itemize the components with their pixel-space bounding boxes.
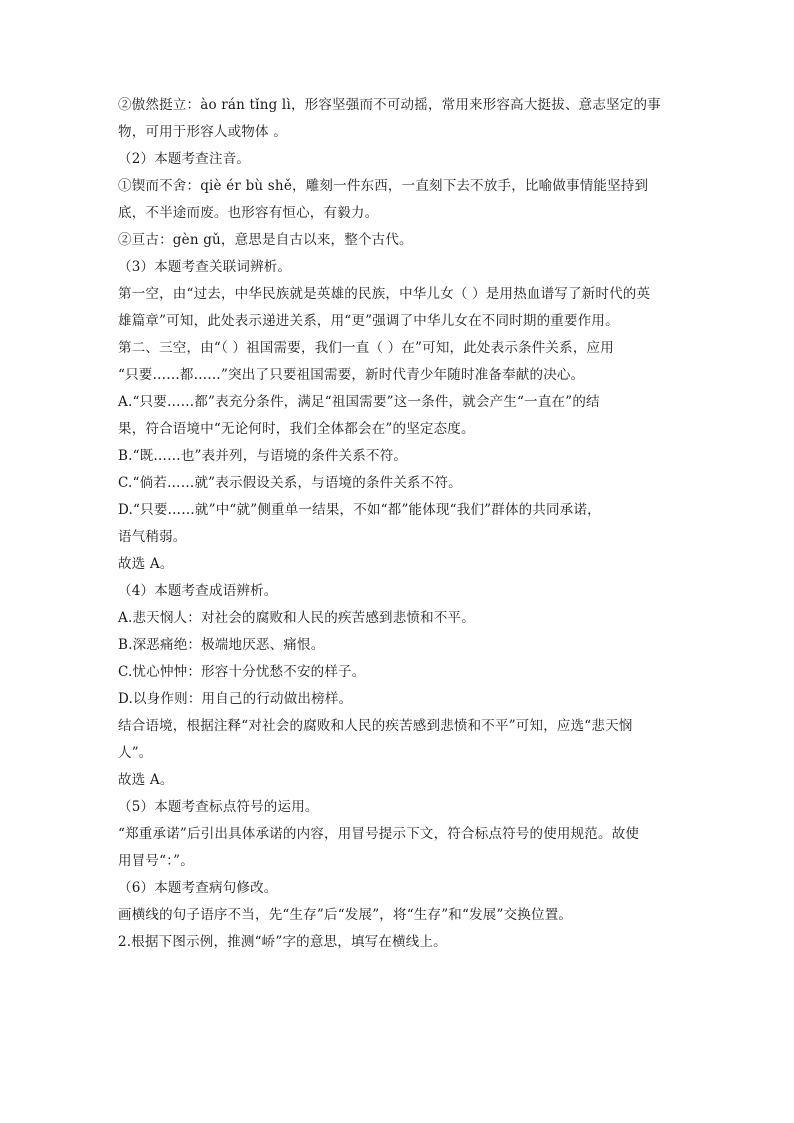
section-heading: （2）本题考查注音。 bbox=[118, 151, 251, 167]
question-line: 2.根据下图示例，推测“峤”字的意思，填写在横线上。 bbox=[118, 934, 447, 950]
text-line: ②傲然挺立：ào rán tǐng lì，形容坚强而不可动摇，常用来形容高大挺拔、意志坚定的事 bbox=[118, 97, 661, 113]
option-line: A.悲天悯人：对社会的腐败和人民的疾苦感到悲愤和不平。 bbox=[118, 610, 475, 626]
text-line: ①锲而不舍：qiè ér bù shě，雕刻一件东西，一直刻下去不放手，比喻做事情能坚持到 bbox=[118, 178, 649, 194]
option-line: D.“只要……就”中“就”侧重单一结果，不如“都”能体现“我们”群体的共同承诺， bbox=[118, 502, 601, 518]
text-line: ②亘古：gèn gǔ，意思是自古以来，整个古代。 bbox=[118, 232, 413, 248]
answer-line: 故选 A。 bbox=[118, 772, 174, 788]
section-heading: （4）本题考查成语辨析。 bbox=[118, 583, 278, 599]
option-line: A.“只要……都”表充分条件，满足“祖国需要”这一条件，就会产生“一直在”的结 bbox=[118, 394, 600, 410]
text-line: 语气稍弱。 bbox=[118, 529, 187, 545]
text-line: “只要……都……”突出了只要祖国需要，新时代青少年随时准备奉献的决心。 bbox=[118, 367, 585, 383]
section-heading: （3）本题考查关联词辨析。 bbox=[118, 259, 292, 275]
text-line: 结合语境，根据注释“对社会的腐败和人民的疾苦感到悲愤和不平”可知，应选“悲天悯 bbox=[118, 718, 633, 734]
section-heading: （6）本题考查病句修改。 bbox=[118, 880, 278, 896]
option-line: C.忧心忡忡：形容十分忧愁不安的样子。 bbox=[118, 664, 366, 680]
option-line: B.深恶痛绝：极端地厌恶、痛恨。 bbox=[118, 637, 325, 653]
text-line: 第一空，由“过去，中华民族就是英雄的民族，中华儿女（ ）是用热血谱写了新时代的英 bbox=[118, 286, 651, 302]
option-line: D.以身作则：用自己的行动做出榜样。 bbox=[118, 691, 353, 707]
option-line: B.“既……也”表并列，与语境的条件关系不符。 bbox=[118, 448, 408, 464]
text-line: “郑重承诺”后引出具体承诺的内容，用冒号提示下文，符合标点符号的使用规范。故使 bbox=[118, 826, 640, 842]
text-line: 物，可用于形容人或物体 。 bbox=[118, 124, 287, 140]
text-line: 人”。 bbox=[118, 745, 153, 761]
text-line: 用冒号“：”。 bbox=[118, 853, 194, 869]
section-heading: （5）本题考查标点符号的运用。 bbox=[118, 799, 319, 815]
document-page bbox=[118, 92, 688, 956]
answer-line: 故选 A。 bbox=[118, 556, 174, 572]
text-line: 画横线的句子语序不当，先“生存”后“发展”，将“生存”和“发展”交换位置。 bbox=[118, 907, 573, 923]
text-line: 第二、三空，由“（ ）祖国需要，我们一直（ ）在”可知，此处表示条件关系，应用 bbox=[118, 340, 614, 356]
option-line: C.“倘若……就”表示假设关系，与语境的条件关系不符。 bbox=[118, 475, 462, 491]
text-line: 果，符合语境中“无论何时，我们全体都会在”的坚定态度。 bbox=[118, 421, 475, 437]
text-line: 底，不半途而废。也形容有恒心，有毅力。 bbox=[118, 205, 379, 221]
text-line: 雄篇章”可知，此处表示递进关系，用“更”强调了中华儿女在不同时期的重要作用。 bbox=[118, 313, 619, 329]
